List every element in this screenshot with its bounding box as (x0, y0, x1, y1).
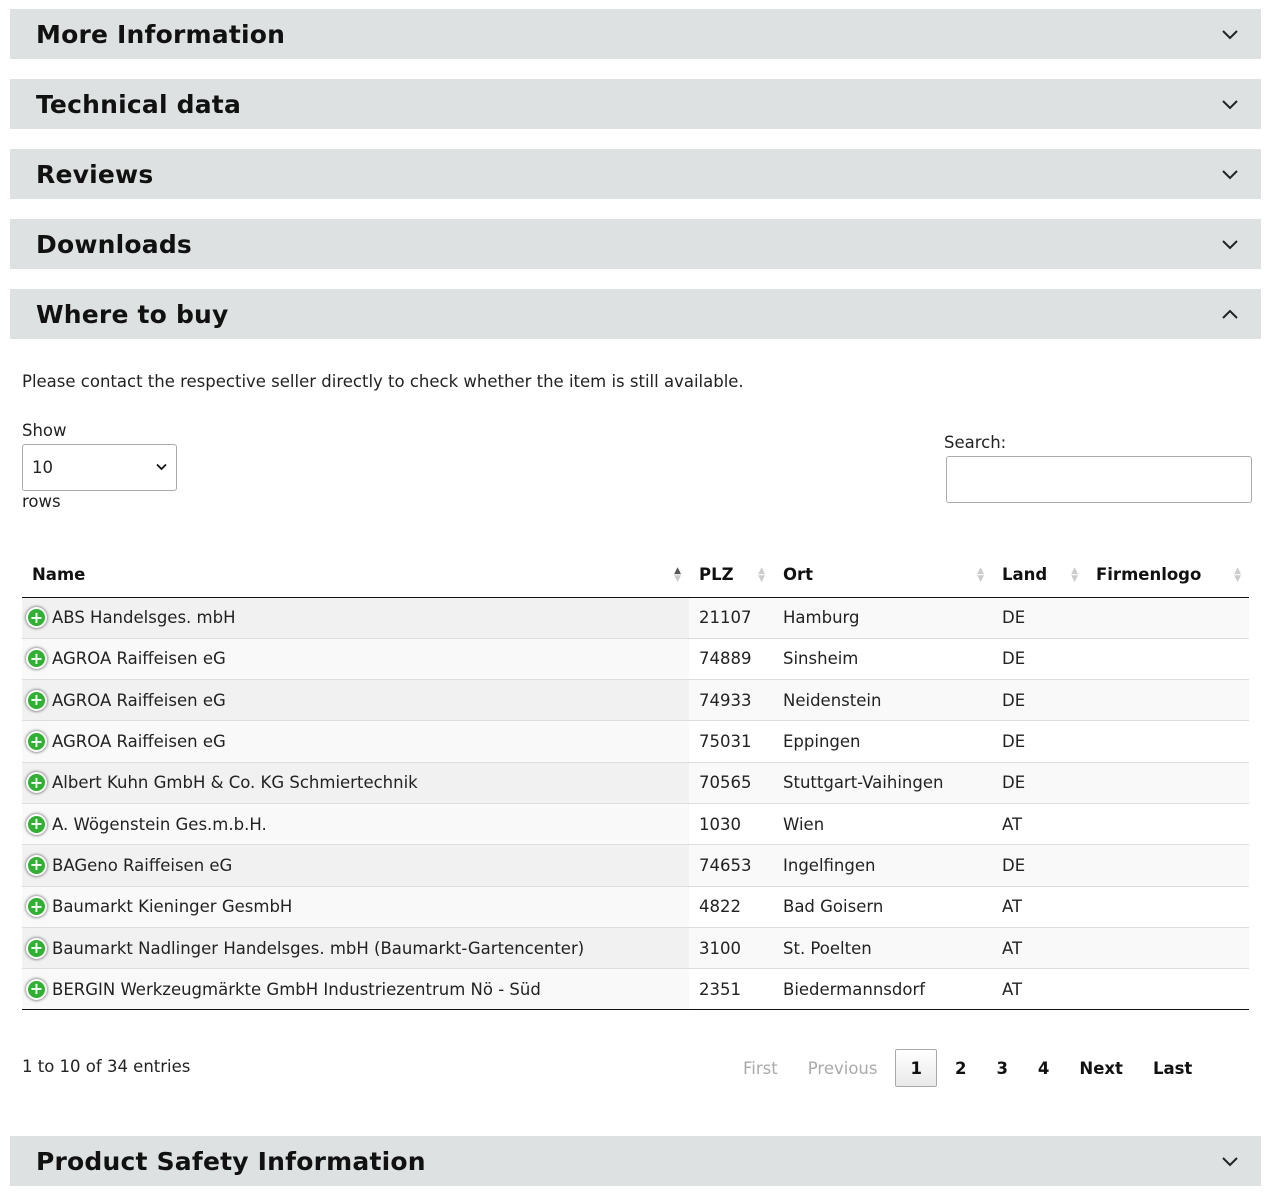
column-header-plz[interactable] (689, 553, 773, 597)
search-input[interactable] (946, 456, 1252, 503)
dealer-plz: 3100 (689, 927, 773, 968)
table-row (22, 762, 1249, 803)
column-header-name[interactable] (22, 553, 689, 597)
pagination (728, 1049, 1207, 1087)
table-row (22, 886, 1249, 927)
accordion-title: Product Safety Information (36, 1146, 426, 1176)
dealer-land: DE (992, 597, 1086, 638)
dealer-ort: St. Poelten (773, 927, 992, 968)
dealer-logo (1086, 845, 1249, 886)
table-row (22, 597, 1249, 638)
chevron-down-icon (156, 461, 167, 474)
dealer-land: DE (992, 638, 1086, 679)
table-row (22, 803, 1249, 844)
column-header-land[interactable] (992, 553, 1086, 597)
accordion-title: Reviews (36, 159, 154, 189)
dealer-ort: Wien (773, 803, 992, 844)
dealer-logo (1086, 886, 1249, 927)
dealer-ort: Stuttgart-Vaihingen (773, 762, 992, 803)
plus-circle-icon[interactable]: + (26, 690, 47, 711)
dealer-name: AGROA Raiffeisen eG (52, 732, 226, 752)
accordion-more-information[interactable] (10, 9, 1261, 59)
first-page-button[interactable]: First (743, 1058, 778, 1078)
dealer-plz: 75031 (689, 721, 773, 762)
dealer-ort: Biedermannsdorf (773, 969, 992, 1010)
accordion-title: Technical data (36, 89, 242, 119)
dealer-plz: 74889 (689, 638, 773, 679)
plus-circle-icon[interactable]: + (26, 979, 47, 1000)
plus-circle-icon[interactable]: + (26, 731, 47, 752)
table-row (22, 927, 1249, 968)
table-header-row (22, 553, 1249, 597)
table-row (22, 721, 1249, 762)
dealer-plz: 74653 (689, 845, 773, 886)
dealer-name: AGROA Raiffeisen eG (52, 690, 226, 710)
dealer-name: BAGeno Raiffeisen eG (52, 855, 233, 875)
column-header-label: Firmenlogo (1096, 565, 1202, 585)
dealer-ort: Eppingen (773, 721, 992, 762)
sort-icon: ▲ ▼ (758, 565, 765, 584)
dealer-logo (1086, 762, 1249, 803)
table-row (22, 845, 1249, 886)
dealer-land: AT (992, 803, 1086, 844)
next-page-button[interactable]: Next (1079, 1058, 1123, 1078)
page-2-button[interactable]: 2 (954, 1058, 967, 1078)
dealer-plz: 1030 (689, 803, 773, 844)
dealer-table (22, 553, 1249, 1010)
chevron-down-icon (1221, 25, 1239, 43)
dealer-logo (1086, 597, 1249, 638)
accordion-reviews[interactable] (10, 149, 1261, 199)
dealer-name: ABS Handelsges. mbH (52, 608, 236, 628)
page-1-button[interactable]: 1 (895, 1049, 936, 1087)
sort-icon: ▲ ▼ (1234, 565, 1241, 584)
column-header-label: PLZ (699, 565, 734, 585)
chevron-down-icon (1221, 95, 1239, 113)
chevron-up-icon (1221, 305, 1239, 323)
rows-per-page-value: 10 (32, 458, 53, 477)
accordion-title: More Information (36, 19, 286, 49)
availability-note: Please contact the respective seller directly to check whether the item is still available. (22, 372, 744, 391)
chevron-down-icon (1221, 235, 1239, 253)
accordion-title: Where to buy (36, 299, 229, 329)
dealer-logo (1086, 680, 1249, 721)
sort-icon: ▲ ▼ (977, 565, 984, 584)
dealer-plz: 4822 (689, 886, 773, 927)
plus-circle-icon[interactable]: + (26, 938, 47, 959)
plus-circle-icon[interactable]: + (26, 814, 47, 835)
dealer-land: AT (992, 886, 1086, 927)
dealer-ort: Hamburg (773, 597, 992, 638)
column-header-label: Land (1002, 565, 1048, 585)
table-info: 1 to 10 of 34 entries (22, 1057, 191, 1076)
sort-icon: ▲ ▼ (674, 565, 681, 584)
last-page-button[interactable]: Last (1152, 1058, 1193, 1078)
dealer-name: AGROA Raiffeisen eG (52, 649, 226, 669)
dealer-logo (1086, 803, 1249, 844)
dealer-plz: 74933 (689, 680, 773, 721)
column-header-label: Name (32, 565, 86, 585)
rows-label: rows (22, 492, 61, 511)
dealer-logo (1086, 638, 1249, 679)
dealer-plz: 70565 (689, 762, 773, 803)
dealer-ort: Sinsheim (773, 638, 992, 679)
dealer-ort: Ingelfingen (773, 845, 992, 886)
rows-per-page-select[interactable] (22, 444, 177, 491)
accordion-product-safety[interactable] (10, 1136, 1261, 1186)
dealer-land: DE (992, 680, 1086, 721)
table-row (22, 680, 1249, 721)
dealer-land: DE (992, 721, 1086, 762)
accordion-technical-data[interactable] (10, 79, 1261, 129)
dealer-land: AT (992, 927, 1086, 968)
column-header-firmenlogo[interactable] (1086, 553, 1249, 597)
dealer-plz: 2351 (689, 969, 773, 1010)
accordion-title: Downloads (36, 229, 193, 259)
chevron-down-icon (1221, 1152, 1239, 1170)
plus-circle-icon[interactable]: + (26, 772, 47, 793)
dealer-name: A. Wögenstein Ges.m.b.H. (52, 814, 267, 834)
column-header-ort[interactable] (773, 553, 992, 597)
page-4-button[interactable]: 4 (1037, 1058, 1050, 1078)
dealer-name: Baumarkt Nadlinger Handelsges. mbH (Baumarkt-Gartencenter) (52, 938, 585, 958)
dealer-land: AT (992, 969, 1086, 1010)
dealer-logo (1086, 927, 1249, 968)
dealer-plz: 21107 (689, 597, 773, 638)
dealer-land: DE (992, 762, 1086, 803)
dealer-ort: Bad Goisern (773, 886, 992, 927)
page-3-button[interactable]: 3 (996, 1058, 1008, 1078)
column-header-label: Ort (783, 565, 814, 585)
accordion-where-to-buy[interactable] (10, 289, 1261, 339)
dealer-name: BERGIN Werkzeugmärkte GmbH Industriezentrum Nö - Süd (52, 979, 541, 999)
accordion-downloads[interactable] (10, 219, 1261, 269)
table-row (22, 969, 1249, 1010)
sort-icon: ▲ ▼ (1071, 565, 1078, 584)
table-row (22, 638, 1249, 679)
dealer-logo (1086, 969, 1249, 1010)
plus-circle-icon[interactable]: + (26, 648, 47, 669)
plus-circle-icon[interactable]: + (26, 607, 47, 628)
dealer-name: Albert Kuhn GmbH & Co. KG Schmiertechnik (52, 773, 418, 793)
dealer-logo (1086, 721, 1249, 762)
search-label: Search: (944, 433, 1007, 452)
dealer-land: DE (992, 845, 1086, 886)
plus-circle-icon[interactable]: + (26, 855, 47, 876)
previous-page-button[interactable]: Previous (807, 1058, 878, 1078)
show-label: Show (22, 421, 67, 440)
plus-circle-icon[interactable]: + (26, 896, 47, 917)
dealer-ort: Neidenstein (773, 680, 992, 721)
dealer-name: Baumarkt Kieninger GesmbH (52, 897, 293, 917)
chevron-down-icon (1221, 165, 1239, 183)
